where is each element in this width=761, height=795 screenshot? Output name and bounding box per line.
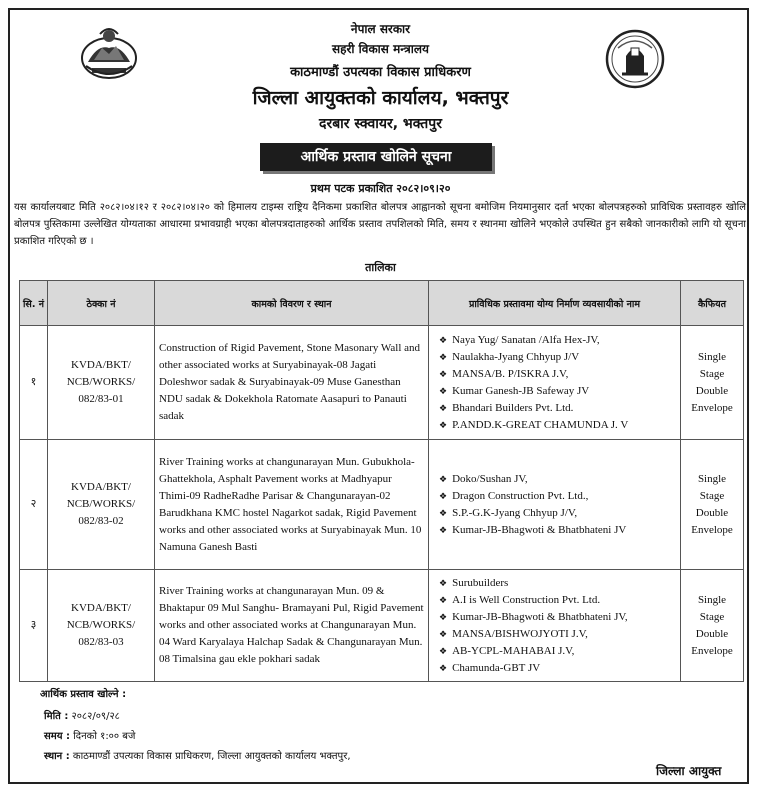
date-label: मिति : [44,711,69,722]
table-row [20,326,744,440]
bullet-icon: ❖ [439,385,448,396]
place-label: स्थान : [44,751,70,762]
intro-paragraph: यस कार्यालयबाट मिति २०८२।०४।१२ र २०८२।०४।२० को हिमालय टाइम्स राष्ट्रिय दैनिकमा प्रकाशित बोलपत्र आह्वानको सूचना बमोजिम नियमानुसार दर्ता भएका बोलपत्रहरुको प्राविधिक प्रस्तावहरु खोलि बोलपत्र पुस्तिकामा उल्लेखित योग्यताका आधारमा प्रभावग्राही भएका बोलपत्रदाताहरुको आर्थिक प्रस्ताव तपशिलको मिति, समय र स्थानमा खोलिने भएकोले उपस्थित हुन सबैको जानकारीको लागि यो सूचना प्रकाशित गरिएको छ । [14,202,746,247]
table-header-row [20,281,744,326]
table-row [20,570,744,682]
bidder-item: ❖ AB-YCPL-MAHABAI J.V, [439,644,575,657]
bid-table [19,280,744,682]
kvda-logo-icon [604,28,666,90]
header-office-title: जिल्ला आयुक्तको कार्यालय, भक्तपुर [252,87,509,109]
bidder-item: ❖ Naulakha-Jyang Chhyup J/V [439,350,580,363]
row-bidders [429,440,681,570]
bullet-icon: ❖ [439,628,448,639]
bidder-item: ❖ Chamunda-GBT JV [439,661,541,674]
notice-title-banner: आर्थिक प्रस्ताव खोलिने सूचना [260,143,492,171]
bidder-item: ❖ Kumar Ganesh-JB Safeway JV [439,384,590,397]
bidder-item: ❖ Naya Yug/ Sanatan /Alfa Hex-JV, [439,333,600,346]
header-contract: ठेक्का नं [48,281,155,326]
bullet-icon: ❖ [439,645,448,656]
bidder-list [433,575,676,677]
time-label: समय : [44,731,71,742]
bidder-item: ❖ Dragon Construction Pvt. Ltd., [439,489,589,502]
header-authority: काठमाण्डौं उपत्यका विकास प्राधिकरण [290,65,471,80]
bullet-icon: ❖ [439,662,448,673]
bullet-icon: ❖ [439,473,448,484]
bullet-icon: ❖ [439,507,448,518]
bidder-list [433,332,676,434]
bullet-icon: ❖ [439,577,448,588]
table-label: तालिका [365,261,396,274]
bidder-list [433,471,676,539]
bullet-icon: ❖ [439,334,448,345]
header-remarks: कैफियत [681,281,744,326]
row-contract: KVDA/BKT/ NCB/WORKS/ 082/83-02 [48,440,155,570]
bullet-icon: ❖ [439,524,448,535]
row-contract: KVDA/BKT/ NCB/WORKS/ 082/83-01 [48,326,155,440]
row-remarks: Single Stage Double Envelope [681,440,744,570]
bidder-item: ❖ S.P.-G.K-Jyang Chhyup J/V, [439,506,578,519]
time-value: दिनको १:०० बजे [73,731,136,742]
bidder-item: ❖ A.I is Well Construction Pvt. Ltd. [439,593,601,606]
bidder-item: ❖ Bhandari Builders Pvt. Ltd. [439,401,574,414]
row-sn: ३ [20,570,48,682]
row-description: River Training works at changunarayan Mun. 09 & Bhaktapur 09 Mul Sanghu- Bramayani Pul, Rigid Pavement works and other associated works at Changunarayan Mun. 04 Ward Karyalaya Halchap Sadak & Changunarayan Mun. 08 Timalsina gau ekle pokhari sadak [155,570,429,682]
row-bidders [429,326,681,440]
row-bidders [429,570,681,682]
financial-opening-heading: आर्थिक प्रस्ताव खोल्ने : [40,689,127,700]
header-description: कामको विवरण र स्थान [155,281,429,326]
row-contract: KVDA/BKT/ NCB/WORKS/ 082/83-03 [48,570,155,682]
first-published-date: प्रथम पटक प्रकाशित २०८२।०९।२० [310,182,451,195]
row-sn: २ [20,440,48,570]
financial-opening-date [44,708,120,722]
header-government: नेपाल सरकार [350,22,411,36]
financial-opening-place [44,748,351,762]
bidder-item: ❖ P.ANDD.K-GREAT CHAMUNDA J. V [439,418,629,431]
place-value: काठमाण्डौं उपत्यका विकास प्राधिकरण, जिल्ला आयुक्तको कार्यालय भक्तपुर, [72,751,351,762]
bidder-item: ❖ MANSA/B. P/ISKRA J.V, [439,367,569,380]
row-description: Construction of Rigid Pavement, Stone Masonary Wall and other associated works at Suryabinayak-08 Jagati Doleshwor sadak & Suryabinayak-09 Muse Ganesthan NDU sadak & Dokekhola Ratomate Aasapuri to Panauti sadak [155,326,429,440]
row-sn: १ [20,326,48,440]
bidder-item: ❖ Kumar-JB-Bhagwoti & Bhatbhateni JV, [439,610,628,623]
row-remarks: Single Stage Double Envelope [681,570,744,682]
bullet-icon: ❖ [439,611,448,622]
bullet-icon: ❖ [439,351,448,362]
signature-title: जिल्ला आयुक्त [656,764,722,778]
header-ministry: सहरी विकास मन्त्रालय [332,42,429,56]
row-description: River Training works at changunarayan Mun. Gubukhola-Ghattekhola, Asphalt Pavement works at Madhyapur Thimi-09 RadheRadhe Parisar & Changunarayan-02 Barudkhana KMC hostel Nagarkot sadak, Rigid Pavement works and other associated works at Suryabinayak Mun. 10 Namuna Ganesh Basti [155,440,429,570]
header-sn: सि. नं [20,281,48,326]
bullet-icon: ❖ [439,419,448,430]
header-address: दरबार स्क्वायर, भक्तपुर [319,116,442,132]
bidder-item: ❖ Doko/Sushan JV, [439,472,528,485]
bullet-icon: ❖ [439,490,448,501]
bidder-item: ❖ MANSA/BISHWOJYOTI J.V, [439,627,588,640]
table-row [20,440,744,570]
row-remarks: Single Stage Double Envelope [681,326,744,440]
bullet-icon: ❖ [439,594,448,605]
header-bidders: प्राविधिक प्रस्तावमा योग्य निर्माण व्यवसायीको नाम [429,281,681,326]
bidder-item: ❖ Kumar-JB-Bhagwoti & Bhatbhateni JV [439,523,627,536]
bullet-icon: ❖ [439,402,448,413]
date-value: २०८२/०९/२८ [71,711,120,722]
bullet-icon: ❖ [439,368,448,379]
bidder-item: ❖ Surubuilders [439,576,509,589]
financial-opening-time [44,728,135,742]
